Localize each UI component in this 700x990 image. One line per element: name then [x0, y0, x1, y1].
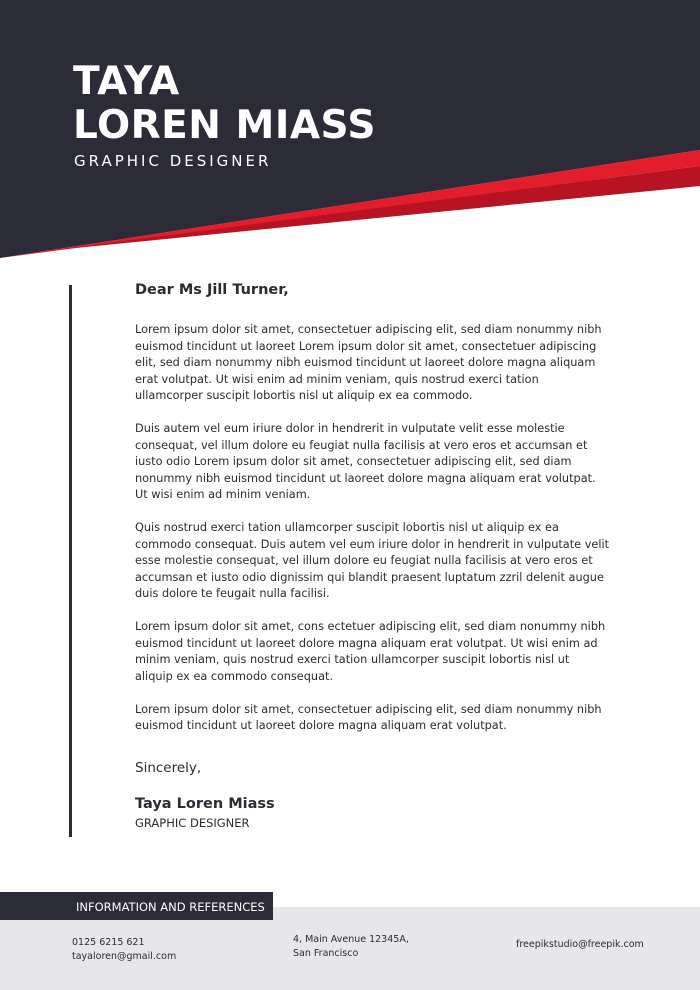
- name-first: TAYA: [73, 59, 180, 104]
- website-address[interactable]: freepikstudio@freepik.com: [516, 939, 644, 950]
- email-address[interactable]: tayaloren@gmail.com: [72, 950, 177, 962]
- address-column: [293, 933, 409, 960]
- paragraph: Lorem ipsum dolor sit amet, consectetuer adipiscing elit, sed diam nonummy nibh euismod tincidunt ut laoreet Lorem ipsum dolor sit amet, consectetuer adipiscing elit, sed diam nonummy nibh euismod tincidunt ut laoreet dolore magna aliquam erat volutpat. Ut wisi enim ad minim veniam, quis nostrud exerci tation ullamcorper suscipit lobortis nisl ut aliquip ex ea commodo.: [135, 323, 602, 402]
- footer-section-label: INFORMATION AND REFERENCES: [76, 900, 265, 914]
- closing: Sincerely,: [135, 759, 202, 776]
- paragraph: Lorem ipsum dolor sit amet, cons ectetuer adipiscing elit, sed diam nonummy nibh euismod tincidunt ut laoreet dolore magna aliquam erat volutpat. Ut wisi enim ad minim veniam, quis nostrud exerci tation ullamcorper suscipit lobortis nisl ut aliquip ex ea commodo consequat.: [135, 620, 606, 683]
- contact-column: [72, 936, 176, 963]
- paragraph: Duis autem vel eum iriure dolor in hendrerit in vulputate velit esse molestie consequat, vel illum dolore eu feugiat nulla facilisis at vero eros et accumsan et iusto odio Lorem ipsum dolor sit amet, consectetuer adipiscing elit, sed diam nonummy nibh euismod tincidunt ut laoreet dolore magna aliquam erat volutpat. Ut wisi enim ad minim veniam.: [135, 422, 596, 501]
- letter-body: [135, 282, 610, 830]
- address-line: San Francisco: [293, 947, 359, 959]
- paragraph: Quis nostrud exerci tation ullamcorper suscipit lobortis nisl ut aliquip ex ea commodo consequat. Duis autem vel eum iriure dolor in hendrerit in vulputate velit esse molestie consequat, vel illum dolore eu feugiat nulla facilisis at vero eros et accumsan et iusto odio dignissim qui blandit praesent luptatum zzril delenit augue duis dolore te feugait nulla facilisi.: [135, 521, 610, 600]
- phone-number: 0125 6215 621: [72, 937, 145, 948]
- signer-name: Taya Loren Miass: [135, 795, 275, 812]
- signer-title: GRAPHIC DESIGNER: [135, 815, 250, 830]
- name-last: LOREN MIASS: [73, 103, 376, 148]
- address-line: 4, Main Avenue 12345A,: [293, 934, 409, 945]
- vertical-rule: [69, 285, 72, 837]
- paragraph: Lorem ipsum dolor sit amet, consectetuer adipiscing elit, sed diam nonummy nibh euismod tincidunt ut laoreet dolore magna aliquam erat volutpat.: [135, 702, 602, 732]
- job-title: GRAPHIC DESIGNER: [74, 152, 272, 170]
- website-column: [516, 938, 644, 952]
- greeting: Dear Ms Jill Turner,: [135, 282, 289, 298]
